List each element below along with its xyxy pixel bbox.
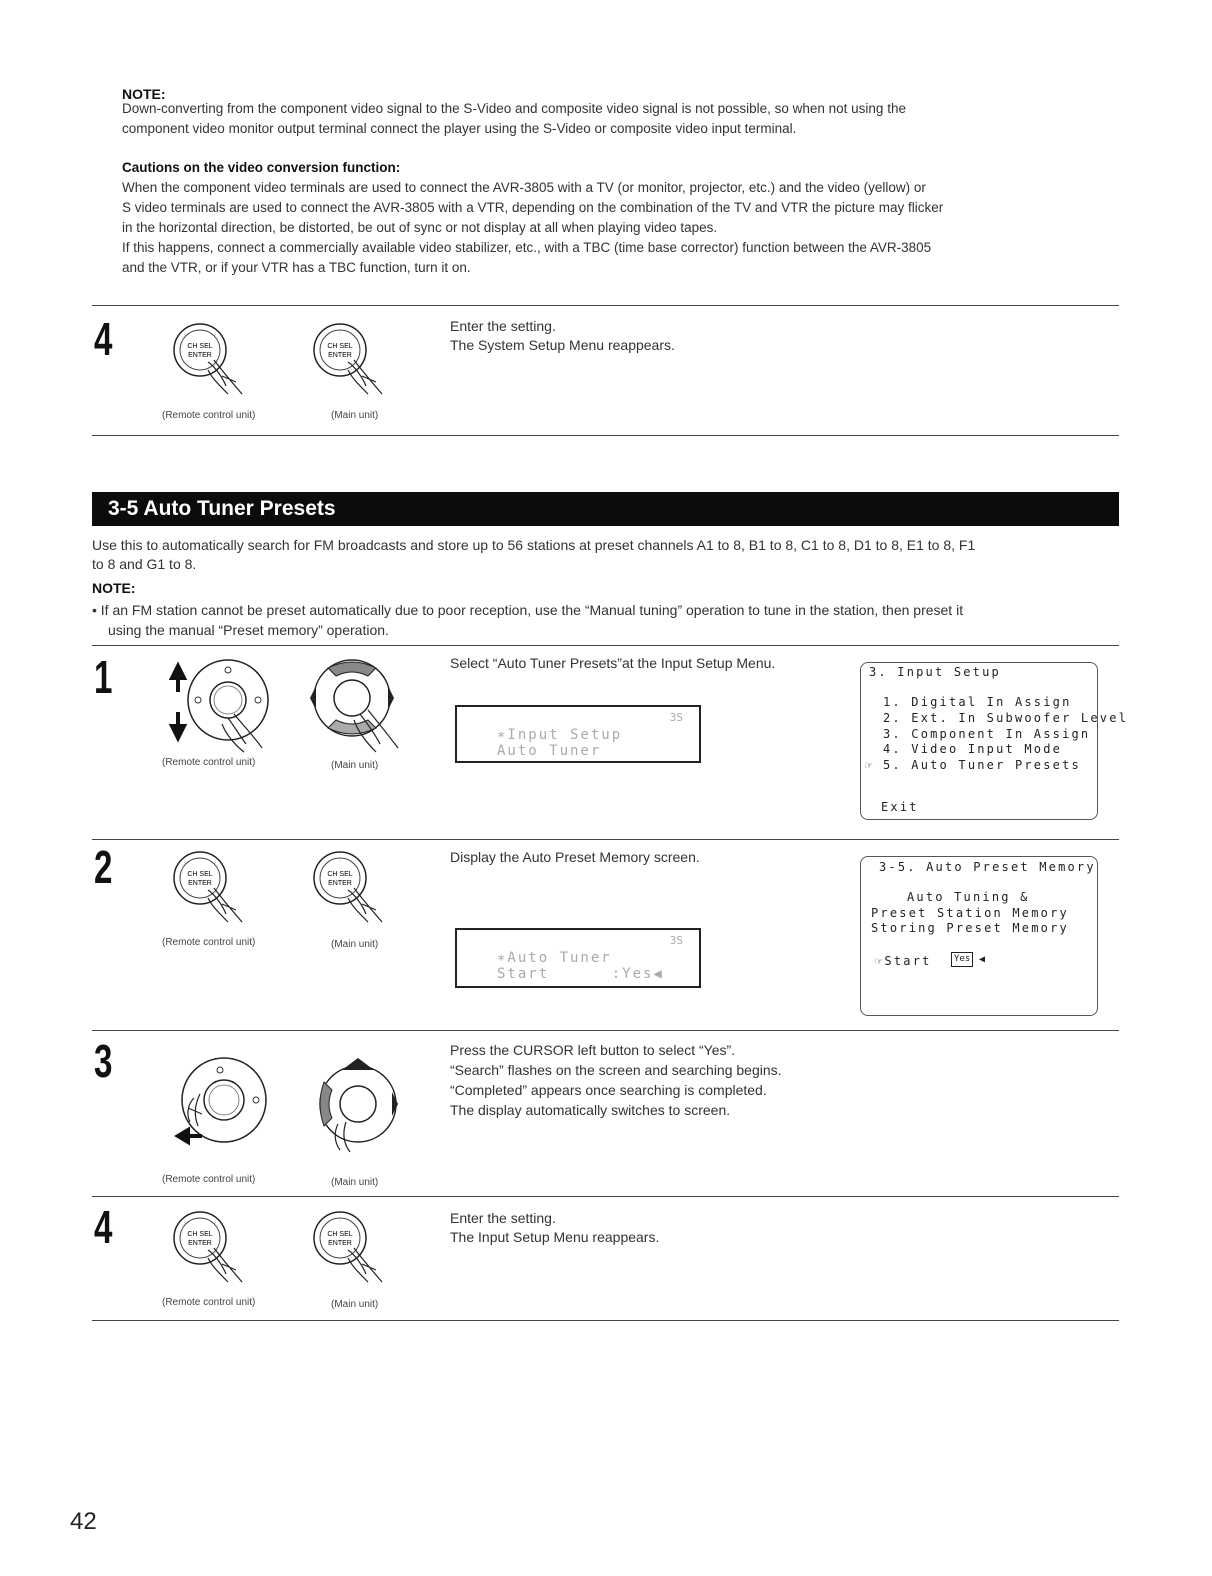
main-cursor-left-illustration <box>312 1052 442 1162</box>
page-number: 42 <box>70 1508 97 1535</box>
osd-yes-box: Yes <box>951 952 973 967</box>
section-intro: Use this to automatically search for FM broadcasts and store up to 56 stations at preset channels A1 to 8, B1 to 8, C1 to 8, D1 to 8, E1 to 8, F1 <box>92 537 976 553</box>
ch-sel-label: CH SEL <box>327 871 353 878</box>
osd-exit: Exit <box>881 800 919 814</box>
step-number: 1 <box>94 651 113 703</box>
osd-menu-item: 3. Component In Assign <box>883 727 1091 741</box>
cautions-line: When the component video terminals are used to connect the AVR-3805 with a TV (or monitor, projector, etc.) and the video (yellow) or <box>122 180 926 195</box>
step-number: 2 <box>94 841 113 893</box>
main-cursor-up-down-illustration <box>308 656 438 766</box>
main-caption: (Main unit) <box>331 1177 379 1188</box>
remote-caption: (Remote control unit) <box>162 1174 256 1185</box>
ch-sel-label: CH SEL <box>187 1231 213 1238</box>
section-note-line: • If an FM station cannot be preset automatically due to poor reception, use the “Manual tuning” operation to tune in the station, then preset it <box>92 602 964 618</box>
divider <box>92 1196 1119 1197</box>
divider <box>92 645 1119 646</box>
enter-label: ENTER <box>188 1240 212 1247</box>
onscreen-menu-input-setup <box>860 662 1129 820</box>
step-text: Enter the setting. <box>450 318 556 334</box>
osd-menu-item: 1. Digital In Assign <box>883 695 1072 709</box>
remote-caption: (Remote control unit) <box>162 1297 256 1308</box>
osd-text: Preset Station Memory <box>871 906 1069 920</box>
ch-sel-label: CH SEL <box>327 343 353 350</box>
remote-enter-button-illustration <box>170 320 290 400</box>
display-number: 3S <box>669 711 683 724</box>
cursor-pointer-icon: ☞ <box>865 758 875 772</box>
note-text-line1: Down-converting from the component video signal to the S-Video and composite video signal is not possible, so when not using the <box>122 101 906 116</box>
ch-sel-label: CH SEL <box>187 871 213 878</box>
osd-start: ☞Start <box>875 954 932 968</box>
main-enter-button-illustration <box>310 320 430 400</box>
main-caption: (Main unit) <box>331 1299 379 1310</box>
step-text: Press the CURSOR left button to select “Yes”. <box>450 1042 736 1058</box>
cautions-line: in the horizontal direction, be distorted, be out of sync or not display at all when playing video tapes. <box>122 220 718 235</box>
remote-caption: (Remote control unit) <box>162 410 256 421</box>
divider <box>92 435 1119 436</box>
enter-label: ENTER <box>328 880 352 887</box>
step-text: Display the Auto Preset Memory screen. <box>450 849 700 865</box>
step-text: The Input Setup Menu reappears. <box>450 1229 660 1245</box>
arrow-down-icon <box>172 712 184 738</box>
remote-enter-button-illustration <box>170 848 290 928</box>
display-number: 3S <box>669 934 683 947</box>
divider <box>92 839 1119 840</box>
main-caption: (Main unit) <box>331 410 379 421</box>
enter-label: ENTER <box>328 352 352 359</box>
remote-cursor-left-illustration <box>168 1052 298 1162</box>
step-text: Select “Auto Tuner Presets”at the Input Setup Menu. <box>450 655 776 671</box>
cautions-line: S video terminals are used to connect the AVR-3805 with a VTR, depending on the combination of the TV and VTR the picture may flicker <box>122 200 944 215</box>
display-line1: ∗Auto Tuner <box>497 950 612 966</box>
enter-label: ENTER <box>328 1240 352 1247</box>
section-title: 3-5 Auto Tuner Presets <box>92 492 1119 526</box>
step-text: “Search” flashes on the screen and searching begins. <box>450 1062 782 1078</box>
step-text: The display automatically switches to screen. <box>450 1102 731 1118</box>
osd-text: Auto Tuning & <box>907 890 1030 904</box>
osd-menu-item: 4. Video Input Mode <box>883 742 1063 756</box>
remote-cursor-up-down-illustration <box>168 652 298 762</box>
cautions-line: If this happens, connect a commercially available video stabilizer, etc., with a TBC (time base corrector) function between the AVR-3805 <box>122 240 932 255</box>
remote-enter-button-illustration <box>170 1208 290 1288</box>
note-text-line2: component video monitor output terminal connect the player using the S-Video or composite video input terminal. <box>122 121 797 136</box>
front-display <box>455 928 701 988</box>
divider <box>92 305 1119 306</box>
front-display <box>455 705 701 763</box>
main-enter-button-illustration <box>310 1208 430 1288</box>
step-text: The System Setup Menu reappears. <box>450 337 675 353</box>
section-intro: to 8 and G1 to 8. <box>92 556 197 572</box>
step-text: Enter the setting. <box>450 1210 556 1226</box>
ch-sel-label: CH SEL <box>327 1231 353 1238</box>
remote-caption: (Remote control unit) <box>162 757 256 768</box>
osd-menu-item: 2. Ext. In Subwoofer Level <box>883 711 1129 725</box>
display-line1: ∗Input Setup <box>497 727 623 743</box>
arrow-up-icon <box>172 666 184 692</box>
main-caption: (Main unit) <box>331 760 379 771</box>
note-heading: NOTE: <box>122 86 166 102</box>
section-note-line: using the manual “Preset memory” operation. <box>108 622 389 638</box>
step-number: 3 <box>94 1035 113 1087</box>
display-line2: Auto Tuner <box>497 743 602 759</box>
osd-text: Storing Preset Memory <box>871 921 1069 935</box>
ch-sel-label: CH SEL <box>187 343 213 350</box>
onscreen-menu-auto-preset <box>860 856 1098 1016</box>
divider <box>92 1320 1119 1321</box>
cautions-line: and the VTR, or if your VTR has a TBC function, turn it on. <box>122 260 471 275</box>
osd-menu-item-selected: 5. Auto Tuner Presets <box>883 758 1081 772</box>
step-text: “Completed” appears once searching is completed. <box>450 1082 767 1098</box>
enter-label: ENTER <box>188 880 212 887</box>
osd-title: 3. Input Setup <box>869 665 1001 679</box>
main-enter-button-illustration <box>310 848 430 928</box>
enter-label: ENTER <box>188 352 212 359</box>
main-caption: (Main unit) <box>331 939 379 950</box>
cautions-heading: Cautions on the video conversion function: <box>122 160 401 175</box>
remote-caption: (Remote control unit) <box>162 937 256 948</box>
divider <box>92 1030 1119 1031</box>
step-number: 4 <box>94 313 113 365</box>
left-arrow-icon: ◀ <box>979 954 988 965</box>
section-note-heading: NOTE: <box>92 580 136 596</box>
display-line2: Start :Yes◀ <box>497 966 664 982</box>
osd-title: 3-5. Auto Preset Memory <box>879 860 1096 874</box>
step-number: 4 <box>94 1201 113 1253</box>
